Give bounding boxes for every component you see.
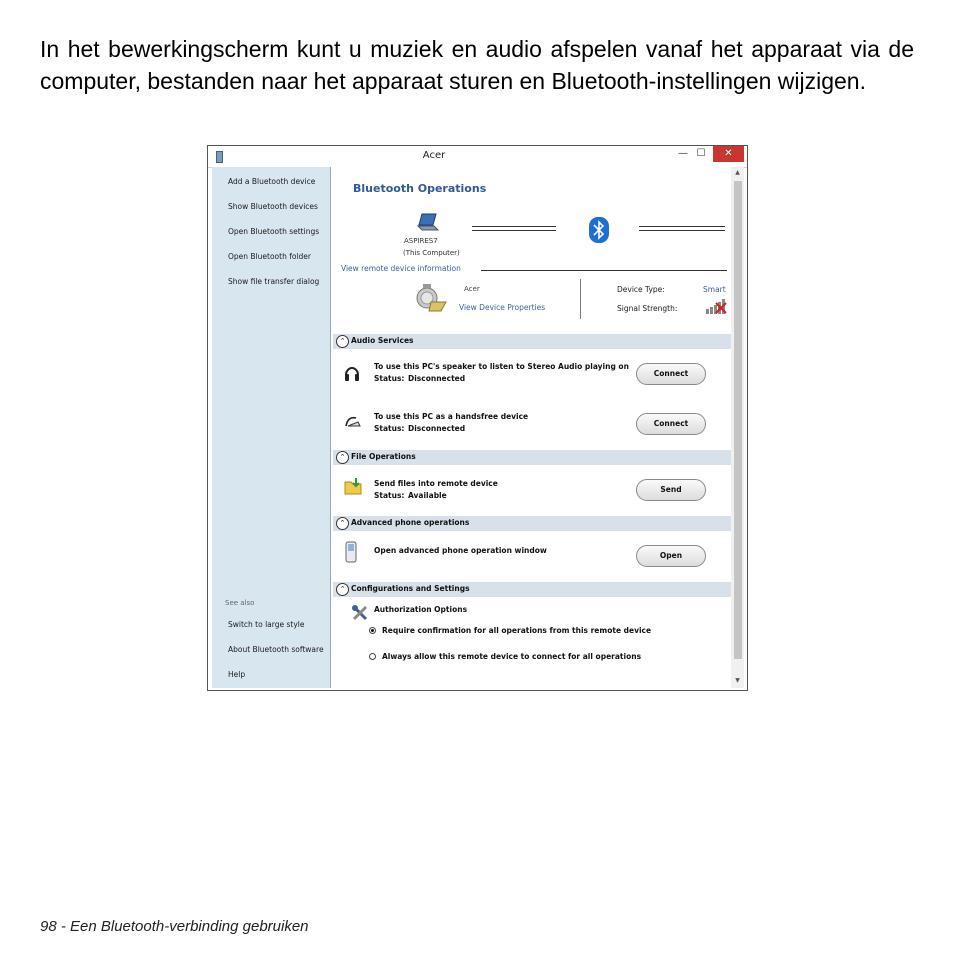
collapse-chevron-icon[interactable]: ⌃ — [336, 583, 349, 596]
collapse-chevron-icon[interactable]: ⌃ — [336, 335, 349, 348]
vertical-separator — [580, 279, 581, 319]
radio-require-confirmation[interactable] — [369, 627, 376, 634]
computer-subtitle: (This Computer) — [403, 249, 460, 257]
device-type-value: Smart — [703, 285, 726, 294]
section-label: File Operations — [351, 452, 416, 461]
computer-name: ASPIRES7 — [404, 237, 438, 245]
status-value: Disconnected — [408, 374, 466, 383]
sidebar-item-open-settings[interactable]: Open Bluetooth settings — [228, 227, 320, 236]
open-button[interactable]: Open — [636, 545, 706, 567]
connection-line — [639, 230, 725, 231]
connection-line — [472, 226, 556, 227]
section-label: Configurations and Settings — [351, 584, 470, 593]
connect-handsfree-button[interactable]: Connect — [636, 413, 706, 435]
status-value: Available — [408, 491, 447, 500]
laptop-icon — [417, 213, 439, 233]
main-panel — [331, 167, 731, 688]
minimize-button[interactable]: — — [678, 148, 688, 159]
sidebar-item-help[interactable]: Help — [228, 670, 246, 679]
section-advanced-phone[interactable] — [333, 516, 731, 531]
scroll-up-icon[interactable]: ▲ — [735, 169, 740, 176]
sidebar — [212, 167, 330, 688]
status-label: Status: — [374, 424, 405, 433]
sidebar-item-file-transfer[interactable]: Show file transfer dialog — [228, 277, 320, 286]
scroll-down-icon[interactable]: ▼ — [735, 677, 740, 684]
collapse-chevron-icon[interactable]: ⌃ — [336, 451, 349, 464]
window-title: Acer — [422, 150, 446, 161]
connect-stereo-button[interactable]: Connect — [636, 363, 706, 385]
separator-line — [481, 270, 727, 271]
see-also-label: See also — [225, 599, 255, 607]
bluetooth-icon — [589, 217, 609, 243]
audio-row-1-text: To use this PC's speaker to listen to Stereo Audio playing on — [374, 362, 629, 371]
acer-bluetooth-window — [207, 145, 748, 691]
section-file-operations[interactable] — [333, 450, 731, 465]
remote-device-icon — [415, 283, 447, 313]
radio-always-allow-label[interactable]: Always allow this remote device to connect for all operations — [382, 652, 642, 661]
section-label: Advanced phone operations — [351, 518, 470, 527]
headset-icon — [344, 414, 362, 430]
audio-row-2-text: To use this PC as a handsfree device — [374, 412, 529, 421]
status-value: Disconnected — [408, 424, 466, 433]
signal-strength-label: Signal Strength: — [617, 304, 678, 313]
file-row-text: Send files into remote device — [374, 479, 498, 488]
sidebar-item-add-device[interactable]: Add a Bluetooth device — [228, 177, 316, 186]
headphones-icon — [344, 363, 360, 383]
sidebar-item-about[interactable]: About Bluetooth software — [228, 645, 324, 654]
maximize-button[interactable]: ☐ — [696, 148, 706, 159]
close-button[interactable]: ✕ — [713, 146, 744, 162]
view-device-properties-link[interactable]: View Device Properties — [459, 303, 546, 312]
phone-icon — [344, 541, 358, 563]
connection-line — [472, 230, 556, 231]
page-title: Bluetooth Operations — [353, 182, 487, 195]
radio-always-allow[interactable] — [369, 653, 376, 660]
section-label: Audio Services — [351, 336, 414, 345]
title-bar — [208, 146, 747, 168]
status-label: Status: — [374, 374, 405, 383]
folder-send-icon — [344, 477, 364, 495]
send-button[interactable]: Send — [636, 479, 706, 501]
page-footer: 98 - Een Bluetooth-verbinding gebruiken — [40, 918, 309, 935]
sidebar-item-large-style[interactable]: Switch to large style — [228, 620, 305, 629]
authorization-icon — [351, 604, 369, 622]
signal-strength-icon — [705, 299, 727, 315]
vertical-scrollbar[interactable] — [731, 167, 744, 688]
remote-device-name: Acer — [464, 285, 480, 293]
connection-line — [639, 226, 725, 227]
sidebar-item-open-folder[interactable]: Open Bluetooth folder — [228, 252, 311, 261]
section-audio-services[interactable] — [333, 334, 731, 349]
phone-row-text: Open advanced phone operation window — [374, 546, 547, 555]
authorization-options-label: Authorization Options — [374, 605, 468, 614]
scroll-thumb[interactable] — [734, 181, 742, 659]
view-remote-device-link[interactable]: View remote device information — [341, 264, 461, 273]
status-label: Status: — [374, 491, 405, 500]
section-configurations[interactable] — [333, 582, 731, 597]
collapse-chevron-icon[interactable]: ⌃ — [336, 517, 349, 530]
device-type-label: Device Type: — [617, 285, 665, 294]
radio-require-confirmation-label[interactable]: Require confirmation for all operations from this remote device — [382, 626, 652, 635]
intro-paragraph: In het bewerkingscherm kunt u muziek en audio afspelen vanaf het apparaat via de computer, bestanden naar het apparaat sturen en Bluetooth-instellingen wijzigen. — [40, 36, 914, 94]
sidebar-item-show-devices[interactable]: Show Bluetooth devices — [228, 202, 318, 211]
